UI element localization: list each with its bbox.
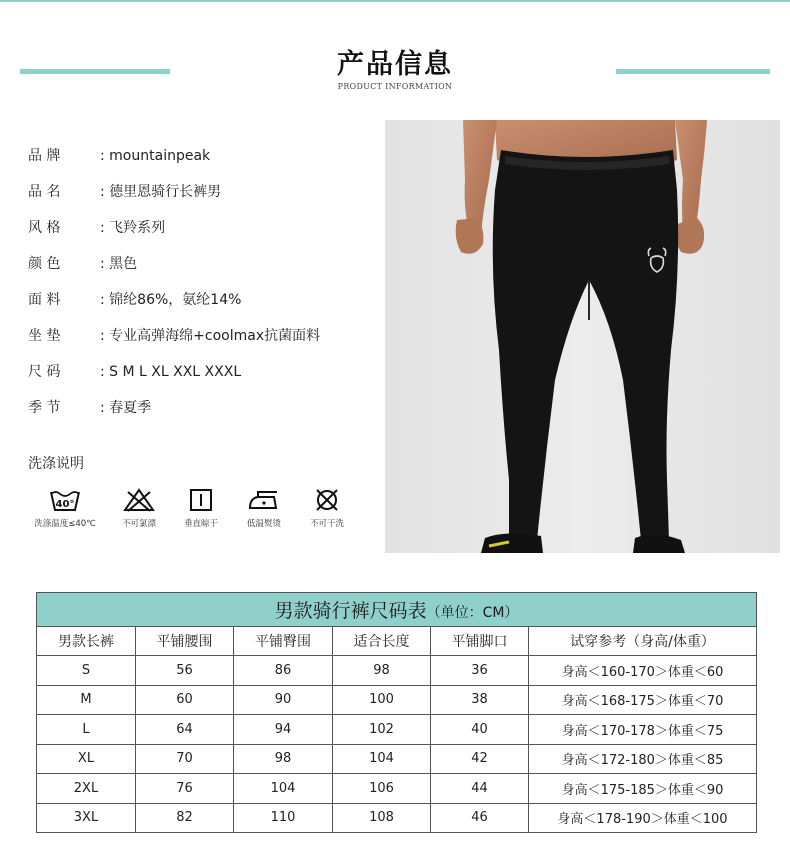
spec-label: 季 节: [28, 400, 61, 416]
spec-value: 德里恩骑行长裤男: [109, 184, 222, 200]
table-cell: 86: [234, 656, 333, 686]
section-title: 产品信息: [337, 49, 453, 80]
table-cell: 104: [234, 774, 333, 804]
table-cell: 100: [333, 685, 431, 715]
table-cell: 106: [333, 774, 431, 804]
table-cell: 104: [333, 744, 431, 774]
table-cell: 98: [333, 656, 431, 686]
size-chart-title: [37, 593, 757, 627]
spec-colon: :: [100, 292, 105, 308]
table-row: [37, 715, 757, 745]
spec-colon: :: [100, 148, 105, 164]
spec-colon: :: [100, 328, 105, 344]
table-cell: XL: [37, 744, 136, 774]
table-row: [37, 656, 757, 686]
spec-colon: :: [100, 364, 105, 380]
wash-caption: 不可干洗: [309, 519, 344, 529]
hang-dry-icon: [184, 487, 218, 513]
table-cell: 44: [431, 774, 529, 804]
wash-caption: 低温熨烫: [246, 519, 281, 529]
no-bleach-icon: [122, 487, 156, 513]
spec-colon: :: [100, 400, 105, 416]
spec-label: 风 格: [28, 220, 61, 236]
table-cell: 3XL: [37, 803, 136, 833]
table-cell: 36: [431, 656, 529, 686]
spec-label: 颜 色: [28, 256, 61, 272]
wash-40-icon: [48, 487, 82, 513]
spec-value: 黑色: [109, 256, 138, 272]
spec-value: 春夏季: [109, 400, 152, 416]
spec-row-size: [28, 361, 241, 383]
section-subtitle: PRODUCT INFORMATION: [337, 82, 453, 91]
spec-value: S M L XL XXL XXXL: [109, 364, 242, 380]
table-row: [37, 803, 757, 833]
spec-value: 飞羚系列: [109, 220, 166, 236]
wash-caption: 不可氯漂: [121, 519, 156, 529]
table-row: [37, 685, 757, 715]
wash-item: [282, 487, 372, 529]
low-iron-icon: [244, 487, 284, 513]
size-chart-title-row: [37, 593, 757, 627]
table-cell: 身高＜160-170＞体重＜60: [529, 656, 757, 686]
product-photo: [385, 120, 780, 553]
table-cell: 42: [431, 744, 529, 774]
table-cell: M: [37, 685, 136, 715]
spec-row-name: [28, 181, 221, 203]
spec-row-pad: [28, 325, 320, 347]
spec-value: 锦纶86%，氨纶14%: [109, 292, 242, 308]
spec-colon: :: [100, 184, 105, 200]
table-cell: 90: [234, 685, 333, 715]
spec-row-style: [28, 217, 165, 239]
table-cell: 60: [136, 685, 234, 715]
table-cell: 38: [431, 685, 529, 715]
spec-label: 品 名: [28, 184, 61, 200]
spec-value: 专业高弹海绵+coolmax抗菌面料: [109, 328, 321, 344]
table-cell: 64: [136, 715, 234, 745]
spec-value: mountainpeak: [109, 148, 211, 164]
size-chart-header-row: [37, 627, 757, 656]
wash-instructions-title: 洗涤说明: [28, 456, 84, 472]
size-chart-table: [36, 592, 757, 833]
size-chart-title-text: 男款骑行裤尺码表: [274, 600, 427, 622]
column-header: 平铺腰围: [136, 627, 234, 656]
column-header: 平铺臀围: [234, 627, 333, 656]
spec-label: 坐 垫: [28, 328, 61, 344]
table-cell: 98: [234, 744, 333, 774]
table-cell: 身高＜172-180＞体重＜85: [529, 744, 757, 774]
wash-caption: 洗涤温度≤40℃: [34, 519, 96, 529]
spec-row-brand: [28, 145, 210, 167]
wash-caption: 垂直晾干: [183, 519, 218, 529]
size-chart-unit: （单位：CM）: [426, 605, 519, 621]
column-header: 试穿参考（身高/体重）: [529, 627, 757, 656]
spec-colon: :: [100, 256, 105, 272]
product-photo-cycling-pants-icon: [385, 120, 780, 553]
spec-row-season: [28, 397, 151, 419]
wash-temp: 40°: [55, 499, 75, 510]
spec-colon: :: [100, 220, 105, 236]
table-cell: 2XL: [37, 774, 136, 804]
table-cell: 110: [234, 803, 333, 833]
table-cell: S: [37, 656, 136, 686]
top-accent-rule: [0, 0, 790, 2]
table-cell: 70: [136, 744, 234, 774]
spec-label: 尺 码: [28, 364, 61, 380]
spec-label: 面 料: [28, 292, 61, 308]
spec-label: 品 牌: [28, 148, 61, 164]
table-cell: 46: [431, 803, 529, 833]
table-cell: L: [37, 715, 136, 745]
table-row: [37, 744, 757, 774]
column-header: 平铺脚口: [431, 627, 529, 656]
spec-row-fabric: [28, 289, 241, 311]
table-cell: 102: [333, 715, 431, 745]
table-cell: 82: [136, 803, 234, 833]
column-header: 男款长裤: [37, 627, 136, 656]
table-cell: 56: [136, 656, 234, 686]
spec-row-color: [28, 253, 137, 275]
column-header: 适合长度: [333, 627, 431, 656]
no-dry-clean-icon: [310, 487, 344, 513]
table-cell: 94: [234, 715, 333, 745]
table-cell: 108: [333, 803, 431, 833]
table-cell: 身高＜170-178＞体重＜75: [529, 715, 757, 745]
table-cell: 身高＜168-175＞体重＜70: [529, 685, 757, 715]
table-row: [37, 774, 757, 804]
table-cell: 身高＜178-190＞体重＜100: [529, 803, 757, 833]
table-cell: 40: [431, 715, 529, 745]
table-cell: 76: [136, 774, 234, 804]
table-cell: 身高＜175-185＞体重＜90: [529, 774, 757, 804]
